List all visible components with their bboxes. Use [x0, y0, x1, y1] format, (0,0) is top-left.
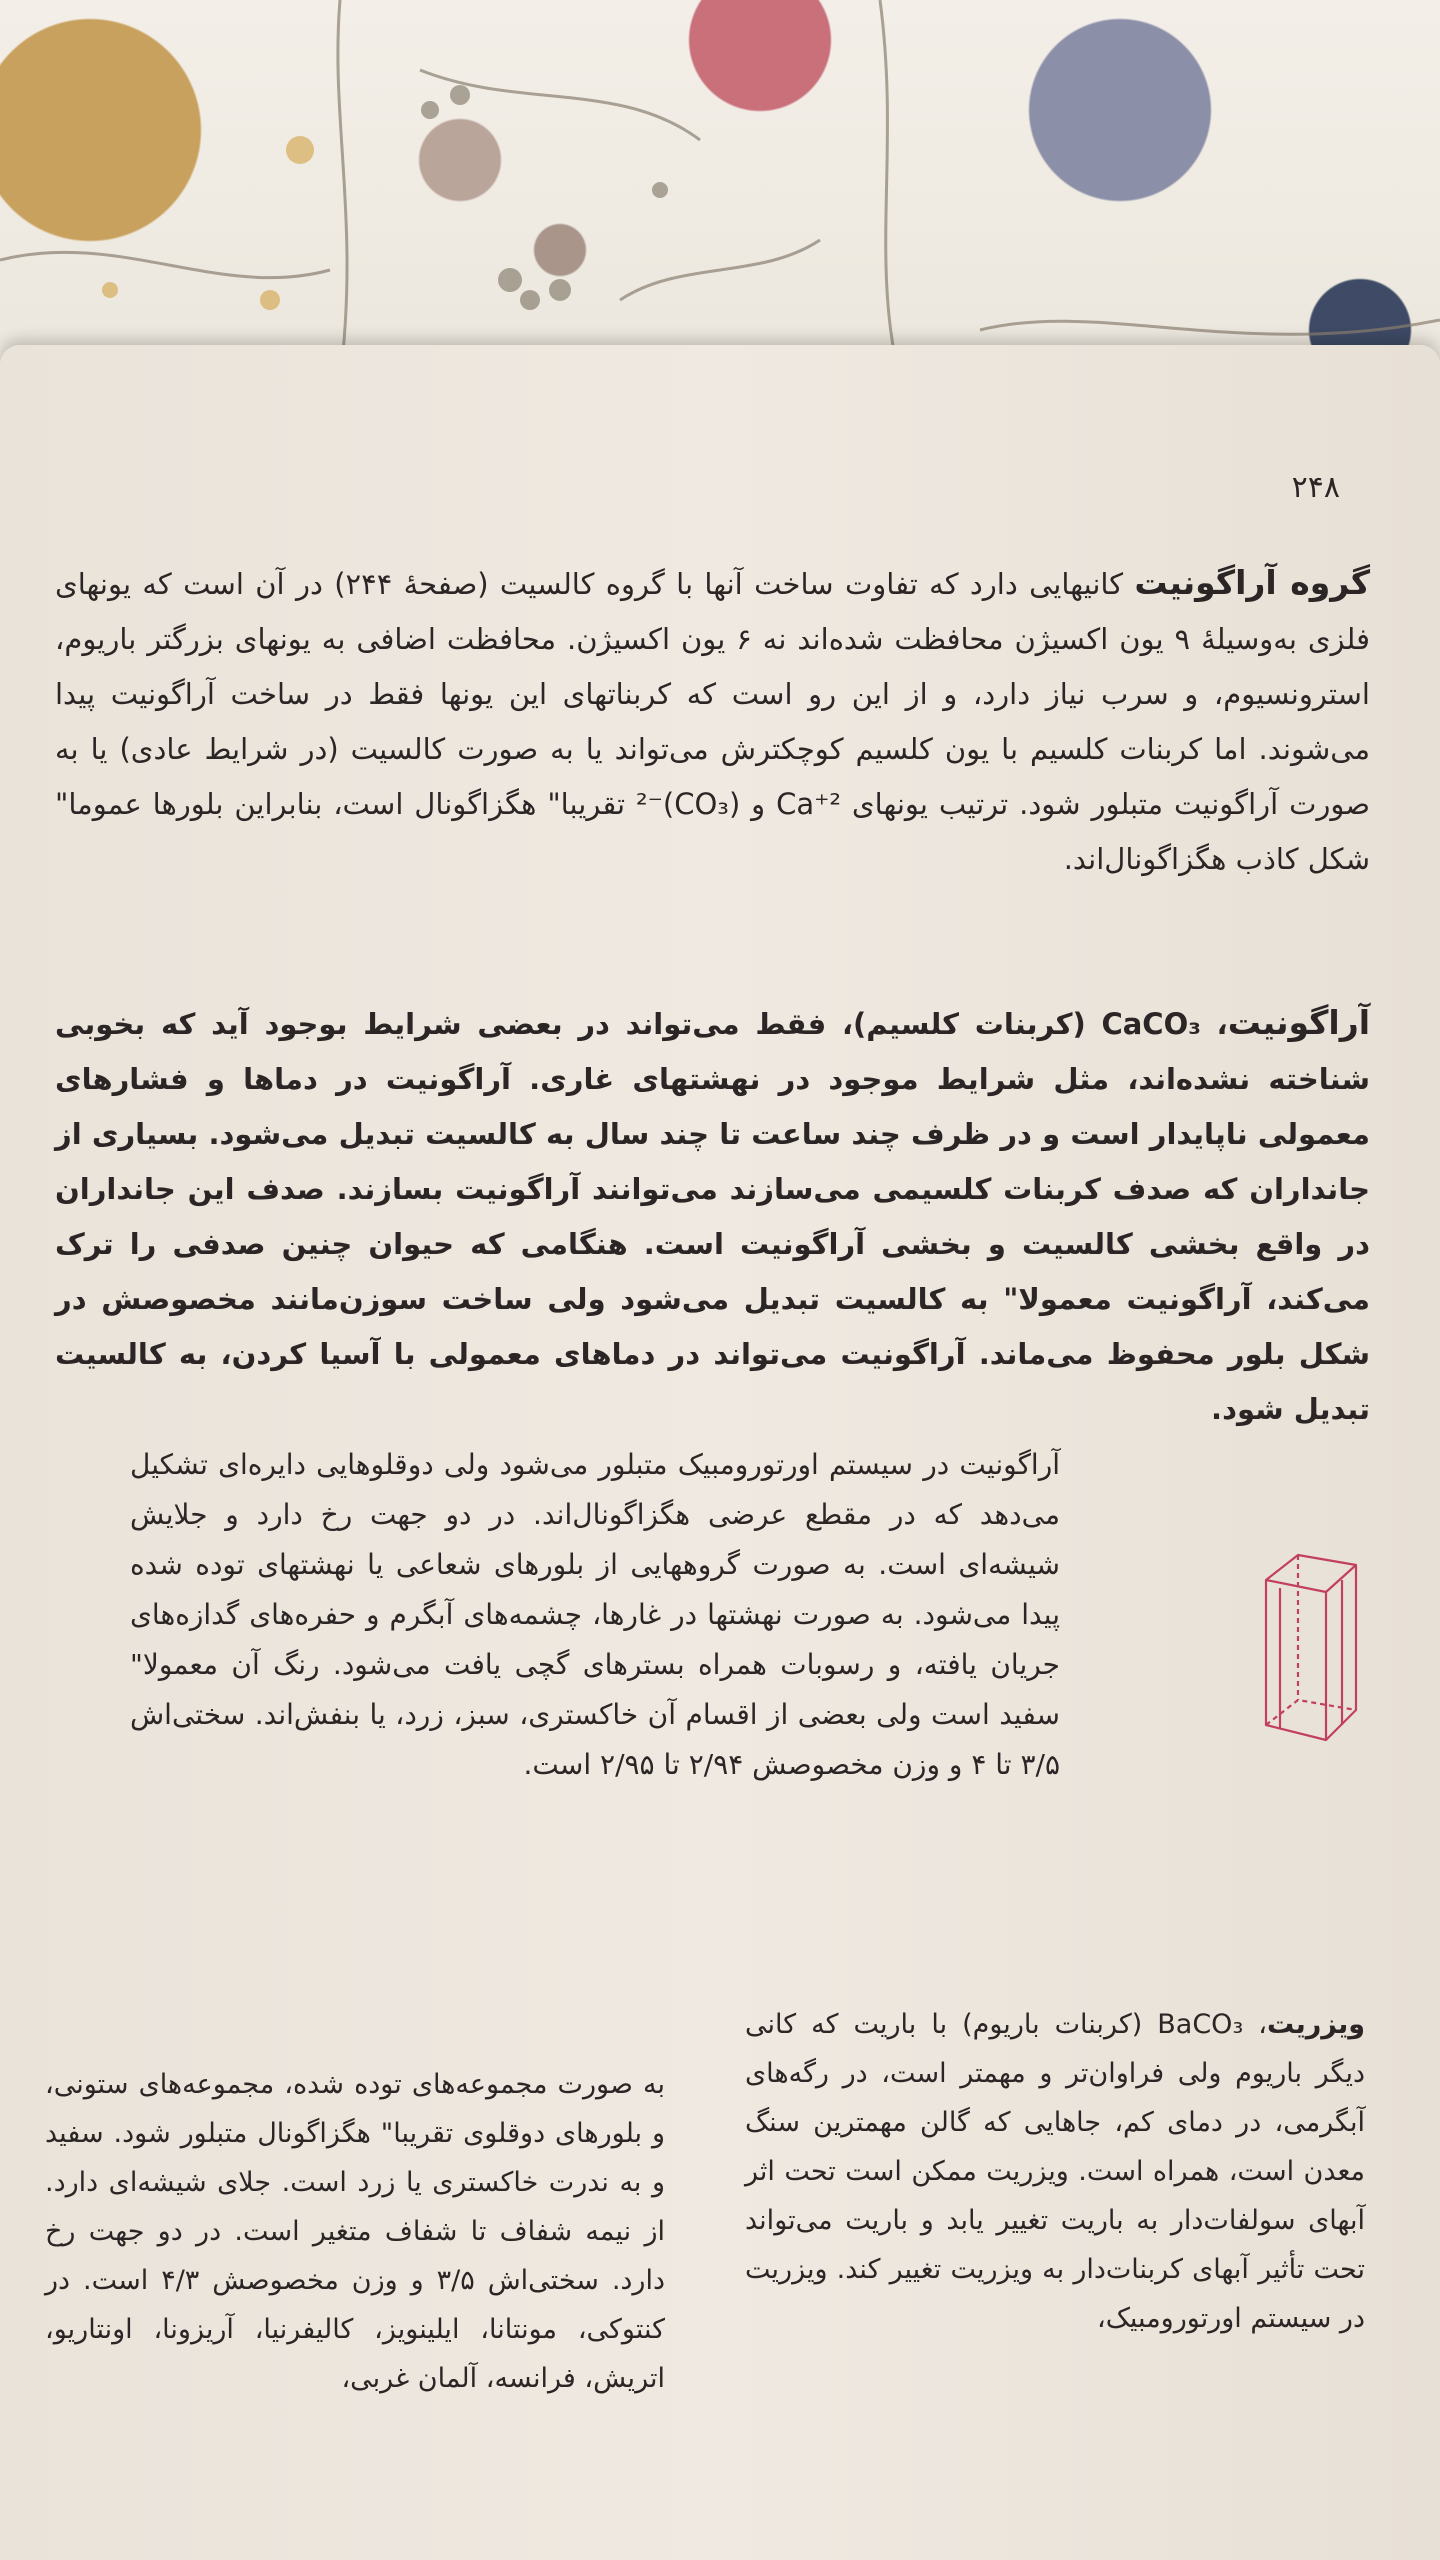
heading-aragonite-group: گروه آراگونیت	[1134, 563, 1371, 602]
paragraph-witherite-text: ، BaCO₃ (کربنات باریوم) با باریت که کانی دیگر باریوم ولی فراوان‌تر و مهمتر است، در رگه‌های آبگرمی، در دمای کم، جاهایی که گالن مهمترین سنگ معدن است، همراه است. ویزریت ممکن است تحت اثر آبهای سولفات‌دار به باریت تغییر یابد و باریت می‌تواند تحت تأثیر آبهای کربنات‌دار به ویزریت تغییر کند. ویزریت در سیستم اورتورومبیک،	[745, 2009, 1365, 2334]
paragraph-witherite	[745, 2000, 1365, 2343]
crystal-icon	[1258, 1550, 1368, 1745]
paragraph-aragonite	[55, 995, 1370, 1437]
paragraph-left-column: به صورت مجموعه‌های توده شده، مجموعه‌های ستونی، و بلورهای دوقلوی تقریبا" هگزاگونال متبلور شود. سفید و به ندرت خاکستری یا زرد است. جلای شیشه‌ای دارد. از نیمه شفاف تا شفاف متغیر است. در دو جهت رخ دارد. سختی‌اش ۳/۵ و وزن مخصوصش ۴/۳ است. در کنتوکی، مونتانا، ایلینویز، کالیفرنیا، آریزونا، اونتاریو، اتریش، فرانسه، آلمان غربی،	[45, 2069, 665, 2394]
paragraph-aragonite-text: ، CaCO₃ (کربنات کلسیم)، فقط می‌تواند در بعضی شرایط بوجود آید که بخوبی شناخته نشده‌اند، مثل شرایط موجود در نهشتهای غاری. آراگونیت در دماها و فشارهای معمولی ناپایدار است و در ظرف چند ساعت تا چند سال به کالسیت تبدیل می‌شود. بسیاری از جانداران که صدف کربنات کلسیمی می‌سازند می‌توانند آراگونیت بسازند. صدف این جانداران در واقع بخشی کالسیت و بخشی آراگونیت است. هنگامی که حیوان چنین صدفی را ترک می‌کند، آراگونیت معمولا" به کالسیت تبدیل می‌شود ولی ساخت سوزن‌مانند مخصوصش در شکل بلور محفوظ می‌ماند. آراگونیت می‌تواند در دماهای معمولی با آسیا کردن، به کالسیت تبدیل شود.	[55, 1007, 1370, 1426]
heading-witherite: ویزریت	[1267, 2009, 1365, 2040]
heading-aragonite: آراگونیت	[1227, 1003, 1370, 1042]
paragraph-aragonite-group-text: کانیهایی دارد که تفاوت ساخت آنها با گروه کالسیت (صفحهٔ ۲۴۴) در آن است که یونهای فلزی به‌وسیلهٔ ۹ یون اکسیژن محافظت شده‌اند نه ۶ یون اکسیژن. محافظت اضافی به یونهای بزرگتر باریوم، استرونسیوم، و سرب نیاز دارد، و از این رو است که کربناتهای این یونها فقط در ساخت آراگونیت پیدا می‌شوند. اما کربنات کلسیم با یون کلسیم کوچکترش می‌تواند یا به صورت کالسیت (در شرایط عادی) یا به صورت آراگونیت متبلور شود. ترتیب یونهای Ca⁺² و (CO₃)⁻² تقریبا" هگزاگونال است، بنابراین بلورها عموما" شکل کاذب هگزاگونال‌اند.	[55, 567, 1371, 876]
paragraph-aragonite-group	[55, 555, 1370, 887]
paragraph-aragonite-properties: آراگونیت در سیستم اورتورومبیک متبلور می‌شود ولی دوقلوهایی دایره‌ای تشکیل می‌دهد که در مقطع عرضی هگزاگونال‌اند. در دو جهت رخ دارد و جلایش شیشه‌ای است. به صورت گروههایی از بلورهای شعاعی یا نهشتهای توده شده پیدا می‌شود. به صورت نهشتها در غارها، چشمه‌های آبگرم و حفره‌های گدازه‌های جریان یافته، و رسوبات همراه بسترهای گچی یافت می‌شود. رنگ آن معمولا" سفید است ولی بعضی از اقسام آن خاکستری، سبز، زرد، یا بنفش‌اند. سختی‌اش ۳/۵ تا ۴ و وزن مخصوصش ۲/۹۴ تا ۲/۹۵ است.	[130, 1448, 1060, 1781]
page-number: ۲۴۸	[1291, 470, 1340, 505]
